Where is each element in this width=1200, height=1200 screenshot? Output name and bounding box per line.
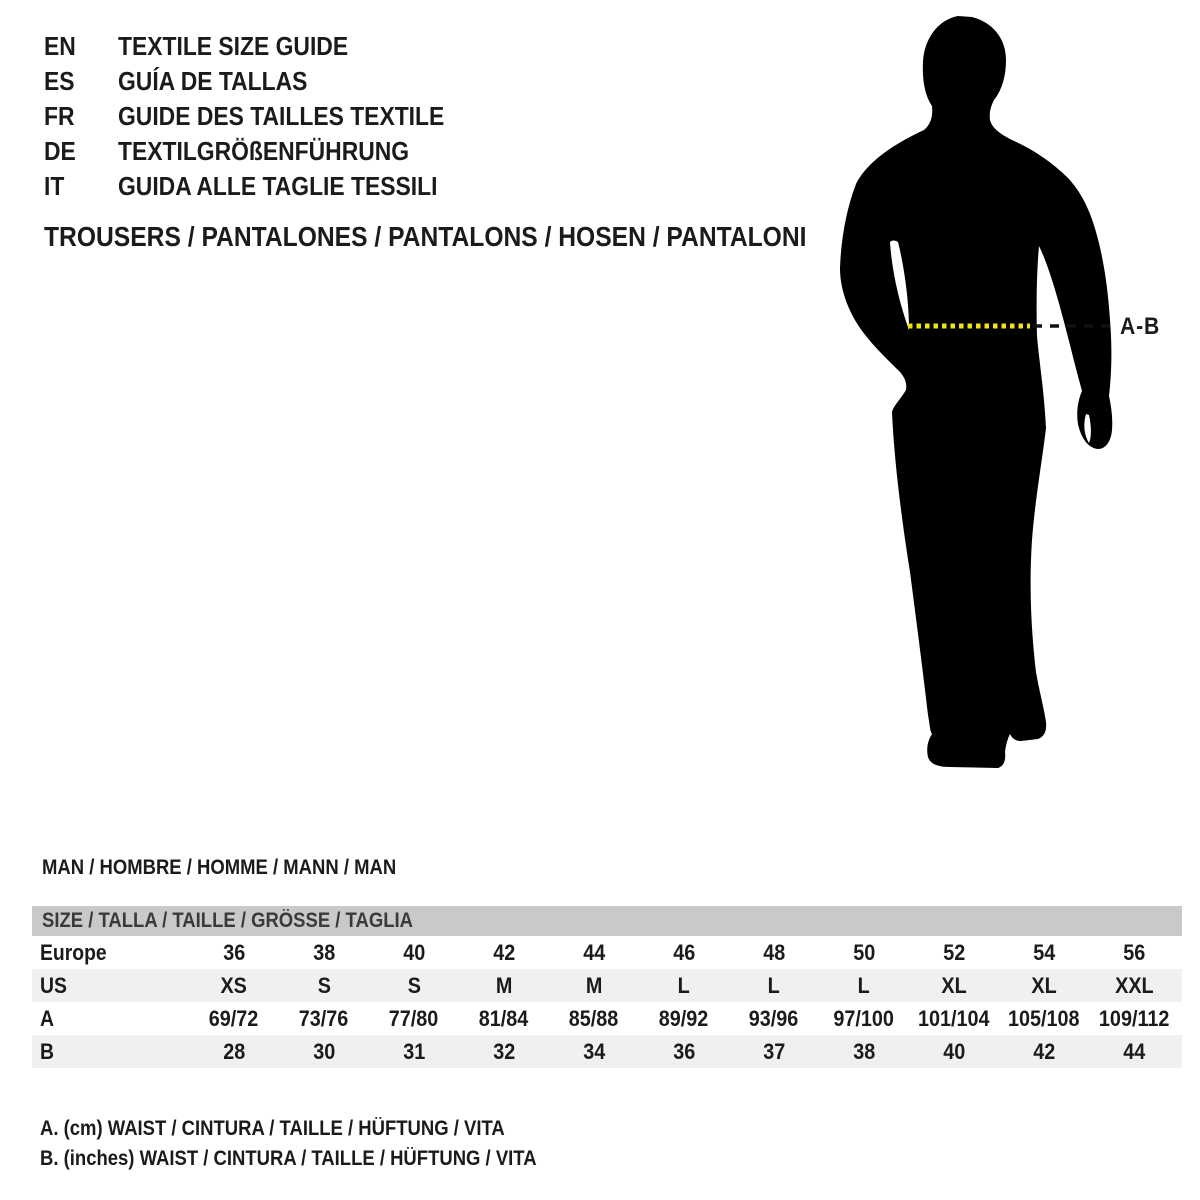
language-title: GUIDE DES TAILLES TEXTILE [118, 101, 445, 131]
size-cell: 56 [1122, 939, 1146, 965]
man-silhouette-path [840, 16, 1112, 768]
language-code: DE [44, 136, 76, 166]
man-silhouette-graphic [820, 0, 1200, 800]
size-cell: L [767, 972, 781, 998]
measure-label-ab: A-B [1120, 313, 1161, 340]
language-code: FR [44, 101, 75, 131]
size-cell: XS [220, 972, 248, 998]
language-row-de [44, 134, 489, 169]
gender-title: MAN / HOMBRE / HOMME / MANN / MAN [42, 856, 397, 879]
size-cell: 44 [1122, 1038, 1146, 1064]
size-cell: S [317, 972, 331, 998]
row-label: Europe [40, 939, 107, 965]
table-row-europe [32, 936, 1182, 969]
size-cell: 105/108 [1008, 1005, 1080, 1031]
footnote-b-inches: B. (inches) WAIST / CINTURA / TAILLE / HÜFTUNG / VITA [40, 1147, 537, 1170]
size-cell: 73/76 [299, 1005, 349, 1031]
size-cell: XXL [1114, 972, 1154, 998]
man-silhouette-figure [820, 0, 1200, 800]
size-cell: 81/84 [479, 1005, 529, 1031]
size-cell: M [495, 972, 513, 998]
language-row-it [44, 169, 489, 204]
size-cell: 42 [1032, 1038, 1056, 1064]
row-label: A [40, 1005, 54, 1031]
size-cell: S [407, 972, 421, 998]
size-cell: 40 [942, 1038, 966, 1064]
size-cell: XL [941, 972, 967, 998]
table-row-us [32, 969, 1182, 1002]
language-code: EN [44, 31, 76, 61]
row-label: US [40, 972, 67, 998]
language-title: TEXTILGRÖßENFÜHRUNG [118, 136, 410, 166]
language-title: GUIDA ALLE TAGLIE TESSILI [118, 171, 438, 201]
size-cell: 77/80 [389, 1005, 439, 1031]
size-cell: 36 [222, 939, 246, 965]
size-cell: L [857, 972, 871, 998]
size-cell: 85/88 [569, 1005, 619, 1031]
language-row-en [44, 29, 489, 64]
size-cell: M [585, 972, 603, 998]
size-cell: 109/112 [1098, 1005, 1170, 1031]
size-cell: 46 [672, 939, 696, 965]
size-cell: 97/100 [833, 1005, 895, 1031]
size-cell: 69/72 [209, 1005, 259, 1031]
language-code: IT [44, 171, 65, 201]
size-table-header: SIZE / TALLA / TAILLE / GRÖSSE / TAGLIA [32, 906, 1182, 936]
size-cell: 48 [762, 939, 786, 965]
size-cell: 36 [672, 1038, 696, 1064]
size-cell: 50 [852, 939, 876, 965]
size-cell: 54 [1032, 939, 1056, 965]
size-cell: 52 [942, 939, 966, 965]
size-cell: 42 [492, 939, 516, 965]
size-cell: 89/92 [659, 1005, 709, 1031]
size-cell: 34 [582, 1038, 606, 1064]
language-code: ES [44, 66, 75, 96]
size-cell: 40 [402, 939, 426, 965]
row-label: B [40, 1038, 54, 1064]
size-cell: 101/104 [918, 1005, 990, 1031]
table-row-b-inches [32, 1035, 1182, 1068]
language-list [44, 29, 489, 204]
size-cell: 28 [222, 1038, 246, 1064]
size-cell: 44 [582, 939, 606, 965]
size-cell: 93/96 [749, 1005, 799, 1031]
size-cell: XL [1031, 972, 1057, 998]
language-row-es [44, 64, 489, 99]
size-cell: 38 [312, 939, 336, 965]
table-row-a-cm [32, 1002, 1182, 1035]
size-cell: 38 [852, 1038, 876, 1064]
language-title: TEXTILE SIZE GUIDE [118, 31, 349, 61]
category-title: TROUSERS / PANTALONES / PANTALONS / HOSEN / PANTALONI [44, 221, 807, 252]
size-cell: 30 [312, 1038, 336, 1064]
footnote-a-cm: A. (cm) WAIST / CINTURA / TAILLE / HÜFTUNG / VITA [40, 1117, 505, 1140]
size-cell: 31 [402, 1038, 426, 1064]
size-cell: 37 [762, 1038, 786, 1064]
language-title: GUÍA DE TALLAS [118, 66, 308, 96]
size-cell: 32 [492, 1038, 516, 1064]
size-cell: L [677, 972, 691, 998]
language-row-fr [44, 99, 489, 134]
size-table [32, 906, 1182, 1068]
